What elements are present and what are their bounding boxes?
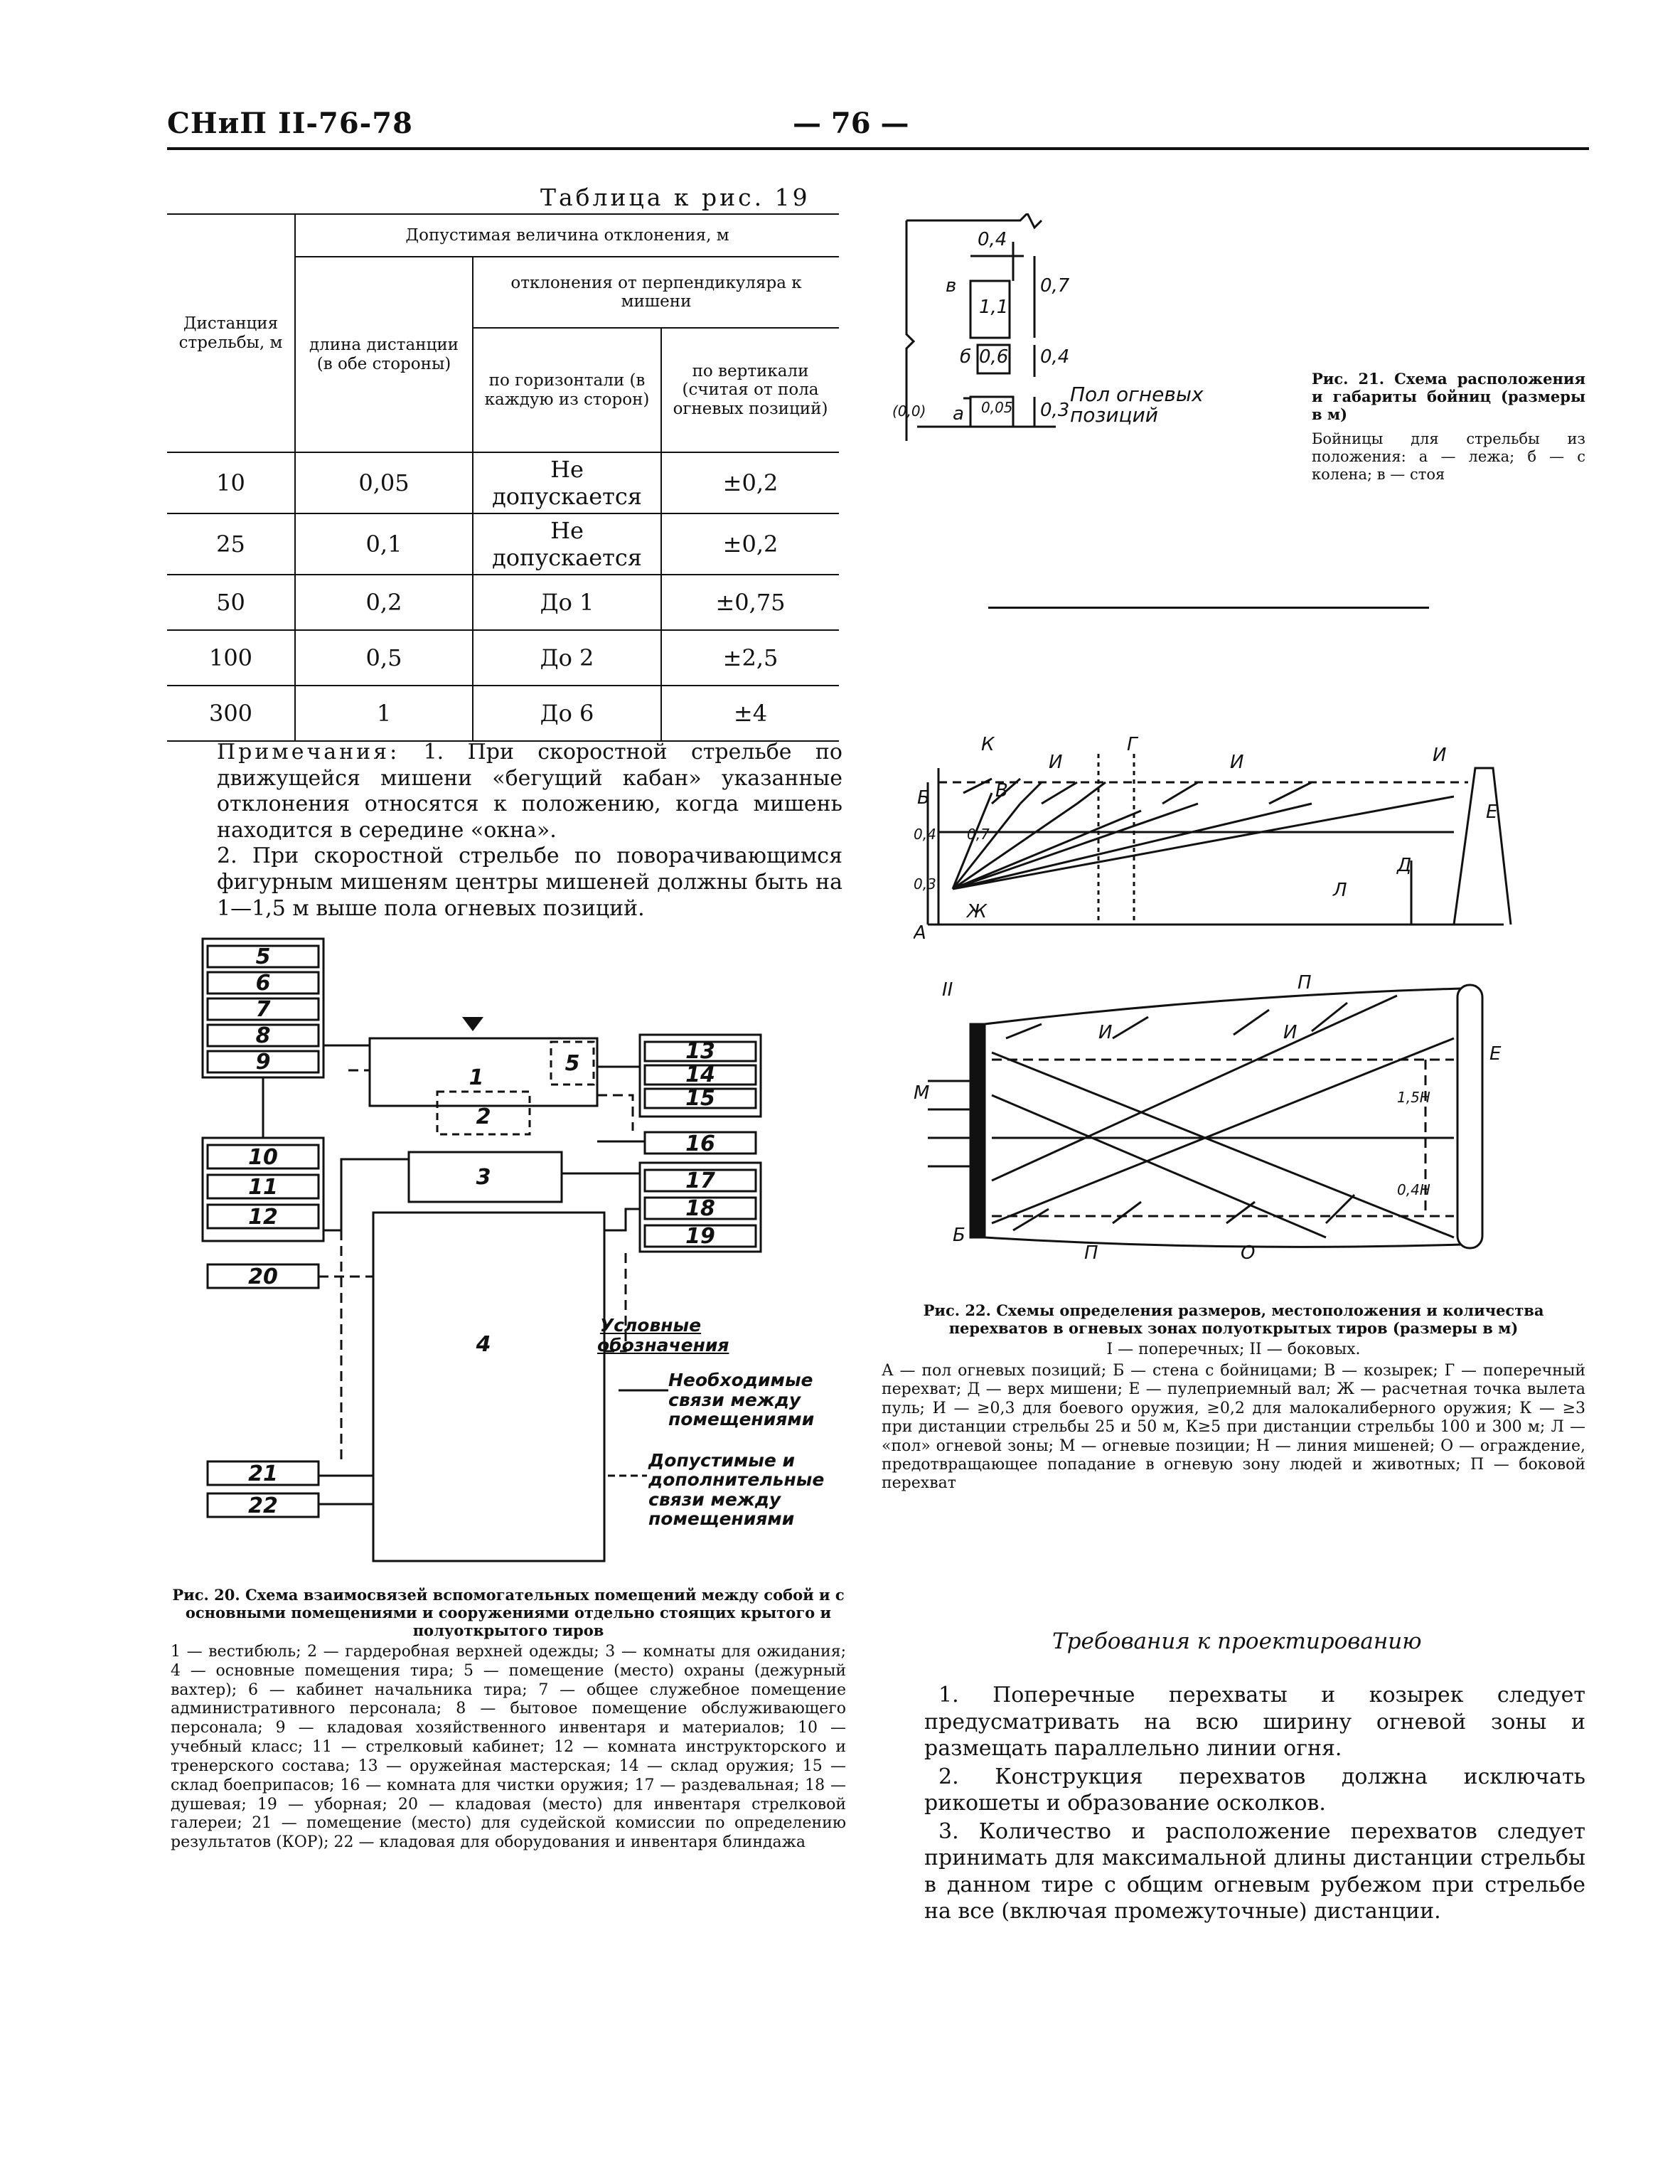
box-label: 16 [685, 1131, 715, 1156]
box-label: 7 [255, 997, 271, 1022]
dim: 0,3 [1040, 400, 1070, 421]
fig22-plan-diagram [899, 967, 1539, 1266]
fig22-label: И [1049, 752, 1063, 773]
box-label: 4 [476, 1332, 491, 1357]
floor-label: Пол огневых позиций [1070, 384, 1204, 427]
fig22-label: И [1098, 1022, 1113, 1043]
fig22-label: И [1433, 745, 1447, 766]
cell: ±4 [661, 686, 839, 741]
cell: 50 [167, 575, 295, 630]
fig22-legend-line1: I — поперечных; II — боковых. [1106, 1341, 1361, 1358]
fig22-label: Ж [967, 901, 988, 922]
cell: ±0,2 [661, 452, 839, 513]
cell: До 2 [473, 630, 661, 686]
fig21-label: а [953, 403, 964, 425]
fig21-label: б [960, 346, 972, 368]
th-vert: по вертикали (считая от пола огневых позиций) [661, 328, 839, 452]
fig22-label: П [1298, 972, 1312, 994]
cell: 1 [295, 686, 473, 741]
box-label: 20 [248, 1264, 278, 1289]
document-code: СНиП II-76-78 [167, 107, 413, 140]
notes-label: Примечания: [217, 740, 400, 765]
box-label: 18 [685, 1196, 715, 1221]
dim: 0,4 [1040, 346, 1070, 368]
section-title: Требования к проектированию [1052, 1629, 1422, 1654]
fig22-label: К [981, 734, 995, 755]
box-label: 3 [476, 1165, 491, 1190]
cell: ±0,75 [661, 575, 839, 630]
cell: 100 [167, 630, 295, 686]
th-deviation: Допустимая величина отклонения, м [295, 214, 839, 257]
box-label: 15 [685, 1086, 715, 1111]
req-paragraph: 2. Конструкция перехватов должна исключать рикошеты и образование осколков. [924, 1764, 1585, 1816]
box-label: 13 [685, 1039, 715, 1064]
fig22-label: Д [1397, 855, 1412, 876]
cell: 10 [167, 452, 295, 513]
table-row [167, 452, 839, 513]
box-label: 17 [685, 1168, 715, 1193]
fig21-caption: Рис. 21. Схема расположения и габариты бойниц (размеры в м) [1312, 370, 1585, 424]
table-row [167, 686, 839, 741]
table-caption: Таблица к рис. 19 [540, 183, 810, 211]
fig22-label: 1,5Н [1397, 1089, 1430, 1106]
entrance-icon [462, 1017, 483, 1031]
box-label: 5 [565, 1051, 580, 1076]
box-label: 11 [248, 1175, 278, 1200]
fig22-label: И [1230, 752, 1244, 773]
page-number: — 76 — [793, 107, 909, 140]
fig20-legend: 1 — вестибюль; 2 — гардеробная верхней одежды; 3 — комнаты для ожидания; 4 — основные помещения тира; 5 — помещение (место) охраны (дежурный вахтер); 6 — кабинет начальника тира; 7 — общее служебное помещение административного персонала; 8 — бытовое помещение обслуживающего персонала; 9 — кладовая хозяйственного инвентаря и материалов; 10 — учебный класс; 11 — стрелковый кабинет; 12 — комната инструкторского и тренерского состава; 13 — оружейная мастерская; 14 — склад оружия; 15 — склад боеприпасов; 16 — комната для чистки оружия; 17 — раздевальная; 18 — душевая; 19 — уборная; 20 — кладовая (место) для инвентаря стрелковой галереи; 21 — помещение (место) для судейской комиссии по определению результатов (КОР); 22 — кладовая для оборудования и инвентаря блиндажа [171, 1643, 846, 1852]
table-row [167, 630, 839, 686]
cell: 0,2 [295, 575, 473, 630]
table-notes [217, 740, 842, 922]
fig22-label: М [914, 1082, 930, 1104]
requirements-text [924, 1682, 1585, 1927]
fig22-label: Е [1489, 1043, 1502, 1065]
fig21-subcaption: Бойницы для стрельбы из положения: а — лежа; б — с колена; в — стоя [1312, 430, 1585, 484]
box-label: 19 [685, 1224, 715, 1249]
fig22-label: О [1241, 1242, 1256, 1264]
th-horiz: по горизонтали (в каждую из сторон) [473, 328, 661, 452]
header-rule [167, 147, 1589, 150]
fig22-section-diagram [914, 725, 1518, 939]
fig22-label: А [914, 922, 926, 939]
cell: ±2,5 [661, 630, 839, 686]
box-label: 12 [248, 1205, 278, 1230]
req-paragraph: 3. Количество и расположение перехватов следует принимать для максимальной длины дистанции стрельбы в данном тире с общим огневым рубежом при стрельбе на все (включая промежуточные) дистанции. [924, 1818, 1585, 1924]
th-perp: отклонения от перпендикуляра к мишени [473, 257, 839, 328]
dim: 0,7 [1040, 275, 1070, 297]
dim: 1,1 [979, 297, 1009, 318]
cell: 25 [167, 513, 295, 575]
cell: 300 [167, 686, 295, 741]
fig22-label: Б [953, 1225, 965, 1246]
fig22-label: II [942, 979, 953, 1001]
th-distance: Дистанция стрельбы, м [167, 214, 295, 452]
box-label: 22 [248, 1493, 278, 1518]
fig22-label: 0,3 [914, 875, 936, 893]
fig22-label: В [995, 780, 1008, 801]
fig22-label: Е [1486, 801, 1498, 823]
fig22-label: Г [1127, 734, 1138, 755]
dim: 0,4 [978, 229, 1007, 250]
box-label: 5 [255, 944, 271, 969]
note-2: 2. При скоростной стрельбе по поворачивающимся фигурным мишеням центры мишеней должны быть на 1—1,5 м выше пола огневых позиций. [217, 843, 842, 921]
fig22-caption: Рис. 22. Схемы определения размеров, местоположения и количества перехватов в огневых зонах полуоткрытых тиров (размеры в м) [923, 1301, 1544, 1338]
cell: До 6 [473, 686, 661, 741]
cell: ±0,2 [661, 513, 839, 575]
fig22-label: 0,4Н [1397, 1181, 1430, 1198]
fig22-label: И [1283, 1022, 1298, 1043]
fig22-label: Б [917, 787, 930, 809]
cell: 0,1 [295, 513, 473, 575]
box-label: 6 [255, 971, 271, 996]
cell: 0,05 [295, 452, 473, 513]
req-paragraph: 1. Поперечные перехваты и козырек следует предусматривать на всю ширину огневой зоны и размещать параллельно линии огня. [924, 1683, 1585, 1761]
legend-dashed: Допустимые и дополнительные связи между помещениями [648, 1449, 825, 1529]
fig22-legend: А — пол огневых позиций; Б — стена с бойницами; В — козырек; Г — поперечный перехват; Д — верх мишени; Е — пулеприемный вал; Ж — расчетная точка вылета пуль; И — ≥0,3 для боевого оружия, ≥0,2 для малокалиберного оружия; К — ≥3 при дистанции стрельбы 25 и 50 м, К≥5 при дистанции стрельбы 100 и 300 м; Л — «пол» огневой зоны; М — огневые позиции; Н — линия мишеней; О — ограждение, предотвращающее попадание в огневую зону людей и животных; П — боковой перехват [882, 1362, 1585, 1493]
legend-title: Условные обозначения [597, 1316, 729, 1355]
cell: 0,5 [295, 630, 473, 686]
fig21-diagram [892, 213, 1262, 448]
th-length: длина дистанции (в обе стороны) [295, 257, 473, 452]
box-label: 1 [469, 1065, 484, 1090]
box-label: 10 [248, 1145, 278, 1170]
cell: До 1 [473, 575, 661, 630]
dim: 0,6 [979, 346, 1009, 368]
deviation-table [167, 213, 839, 742]
fig22-label: 0,7 [967, 826, 990, 843]
fig21-label: в [946, 275, 957, 297]
box-label: 21 [248, 1461, 278, 1486]
note-1: 1. При скоростной стрельбе по движущейся мишени «бегущий кабан» указанные отклонения относятся к положению, когда мишень находится в середине «окна». [217, 740, 842, 843]
dim: 0,05 [981, 399, 1013, 416]
box-label: 8 [255, 1023, 271, 1048]
box-label: 2 [476, 1104, 491, 1129]
box-label: 14 [685, 1062, 715, 1087]
table-row [167, 575, 839, 630]
fig22-label: Л [1333, 880, 1347, 901]
cell: Не допускается [473, 452, 661, 513]
cell: Не допускается [473, 513, 661, 575]
fig22-label: П [1084, 1242, 1098, 1264]
table-row [167, 513, 839, 575]
fig20-caption: Рис. 20. Схема взаимосвязей вспомогательных помещений между собой и с основными помещениями и сооружениями отдельно стоящих крытого и полуоткрытого тиров [172, 1586, 845, 1640]
divider [988, 607, 1429, 609]
legend-solid: Необходимые связи между помещениями [668, 1370, 815, 1429]
box-label: 9 [255, 1050, 271, 1075]
fig22-label: 0,4 [914, 826, 936, 843]
dim: (0,0) [892, 403, 926, 420]
fig20-diagram [171, 925, 853, 1579]
